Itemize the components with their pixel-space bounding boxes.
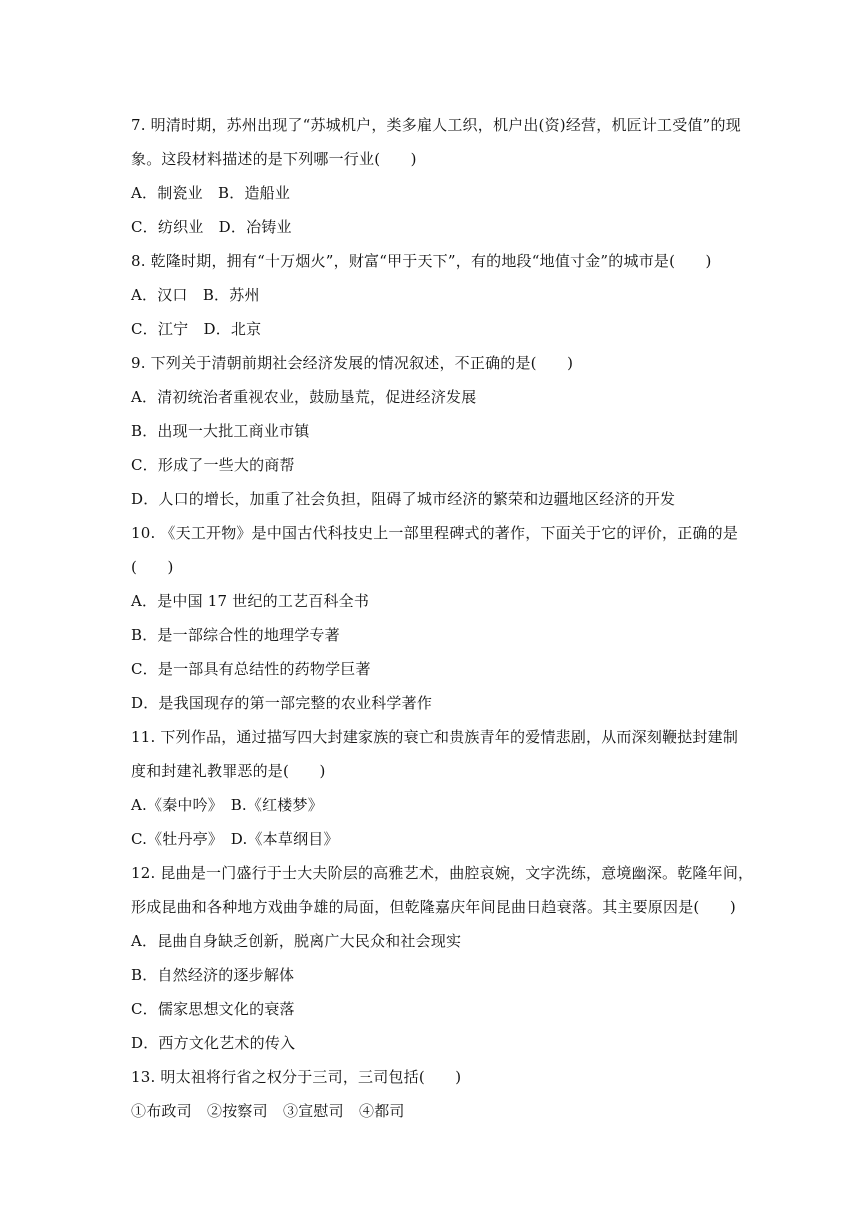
answer-option-line: B．出现一大批工商业市镇 (131, 422, 310, 440)
answer-option-line: C．形成了一些大的商帮 (131, 456, 295, 474)
answer-option-line: D．西方文化艺术的传入 (131, 1034, 296, 1052)
text-line: 10. 《天工开物》是中国古代科技史上一部里程碑式的著作，下面关于它的评价，正确的是 (131, 524, 739, 542)
answer-option-line: D．是我国现存的第一部完整的农业科学著作 (131, 694, 433, 712)
answer-option-line: C．儒家思想文化的衰落 (131, 1000, 295, 1018)
answer-option-line: A.《秦中吟》 B.《红楼梦》 (131, 796, 323, 814)
text-line: 7. 明清时期，苏州出现了“苏城机户，类多雇人工织，机户出(资)经营，机匠计工受值”的现 (131, 116, 741, 134)
answer-option-line: ①布政司 ②按察司 ③宣慰司 ④都司 (131, 1102, 405, 1120)
text-line: 形成昆曲和各种地方戏曲争雄的局面，但乾隆嘉庆年间昆曲日趋衰落。其主要原因是( ) (131, 898, 736, 916)
answer-option-line: A．昆曲自身缺乏创新，脱离广大民众和社会现实 (131, 932, 462, 950)
answer-option-line: B．自然经济的逐步解体 (131, 966, 295, 984)
text-line: 11. 下列作品，通过描写四大封建家族的衰亡和贵族青年的爱情悲剧，从而深刻鞭挞封建制 (131, 728, 739, 746)
text-line: 象。这段材料描述的是下列哪一行业( ) (131, 150, 417, 168)
answer-option-line: B．是一部综合性的地理学专著 (131, 626, 340, 644)
text-line: 13. 明太祖将行省之权分于三司，三司包括( ) (131, 1068, 462, 1086)
text-line: 8. 乾隆时期，拥有“十万烟火”，财富“甲于天下”，有的地段“地值寸金”的城市是( ) (131, 252, 712, 270)
text-line: 12. 昆曲是一门盛行于士大夫阶层的高雅艺术，曲腔哀婉，文字洗练，意境幽深。乾隆年间， (131, 864, 754, 882)
answer-option-line: C．是一部具有总结性的药物学巨著 (131, 660, 371, 678)
answer-option-line: A．是中国 17 世纪的工艺百科全书 (131, 592, 370, 610)
answer-option-line: D．人口的增长，加重了社会负担，阻碍了城市经济的繁荣和边疆地区经济的开发 (131, 490, 676, 508)
answer-option-line: C.《牡丹亭》 D.《本草纲目》 (131, 830, 339, 848)
answer-option-line: C．纺织业 D．冶铸业 (131, 218, 292, 236)
answer-option-line: A．制瓷业 B．造船业 (131, 184, 291, 202)
answer-option-line: A．清初统治者重视农业，鼓励垦荒，促进经济发展 (131, 388, 477, 406)
answer-option-line: C．江宁 D．北京 (131, 320, 262, 338)
answer-option-line: A．汉口 B．苏州 (131, 286, 260, 304)
text-line: 9. 下列关于清朝前期社会经济发展的情况叙述，不正确的是( ) (131, 354, 574, 372)
text-line: ( ) (131, 558, 174, 576)
question-text-block (131, 108, 754, 1128)
text-line: 度和封建礼教罪恶的是( ) (131, 762, 326, 780)
